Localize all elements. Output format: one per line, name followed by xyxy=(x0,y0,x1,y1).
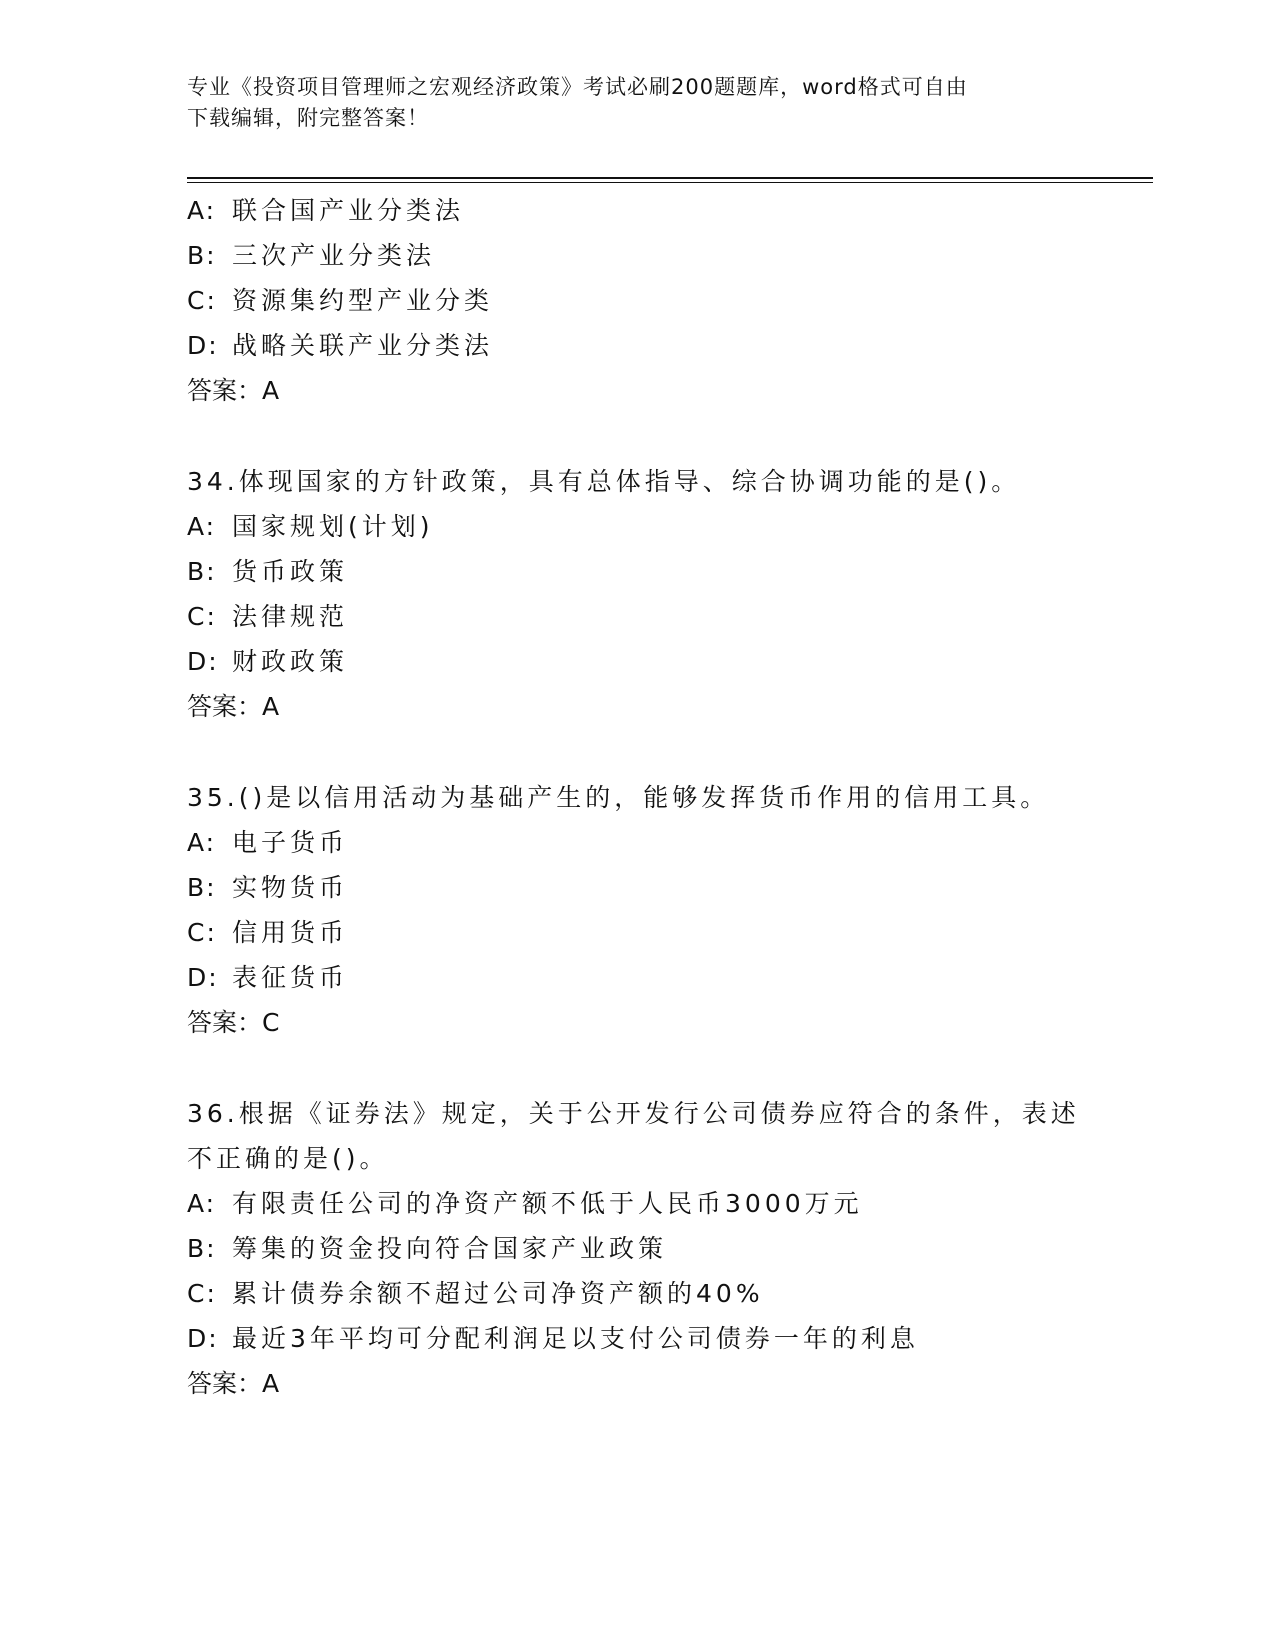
questions-content xyxy=(187,188,1147,1406)
option-label: D: xyxy=(187,1324,219,1353)
question-number: 35. xyxy=(187,783,239,812)
option-b xyxy=(187,1226,1147,1271)
answer-label: 答案： xyxy=(187,376,263,405)
option-text: 资源集约型产业分类 xyxy=(232,286,494,315)
option-d xyxy=(187,955,1147,1000)
header-line-1: 专业《投资项目管理师之宏观经济政策》考试必刷200题题库，word格式可自由 xyxy=(187,75,968,99)
option-text: 实物货币 xyxy=(232,873,349,902)
option-label: C: xyxy=(187,286,217,315)
question-block-34 xyxy=(187,459,1147,729)
answer-value: A xyxy=(262,376,282,405)
question-number: 36. xyxy=(187,1099,239,1128)
option-b xyxy=(187,233,1147,278)
option-b xyxy=(187,549,1147,594)
option-c xyxy=(187,910,1147,955)
document-header xyxy=(187,72,1067,134)
option-label: D: xyxy=(187,963,219,992)
option-a xyxy=(187,820,1147,865)
question-stem-line-1 xyxy=(187,1091,1147,1136)
answer-value: A xyxy=(262,1369,282,1398)
question-text-continued: 不正确的是()。 xyxy=(187,1144,389,1173)
option-text: 有限责任公司的净资产额不低于人民币3000万元 xyxy=(232,1189,863,1218)
option-a xyxy=(187,1181,1147,1226)
option-text: 三次产业分类法 xyxy=(232,241,436,270)
option-text: 联合国产业分类法 xyxy=(232,196,465,225)
question-block-36 xyxy=(187,1091,1147,1406)
option-label: C: xyxy=(187,1279,217,1308)
option-c xyxy=(187,594,1147,639)
option-label: A: xyxy=(187,828,217,857)
answer-label: 答案： xyxy=(187,692,263,721)
option-d xyxy=(187,639,1147,684)
answer-line xyxy=(187,368,1147,413)
option-label: B: xyxy=(187,557,217,586)
question-text: ()是以信用活动为基础产生的，能够发挥货币作用的信用工具。 xyxy=(238,783,1050,812)
option-label: A: xyxy=(187,512,217,541)
question-stem xyxy=(187,459,1147,504)
option-text: 货币政策 xyxy=(232,557,349,586)
option-text: 最近3年平均可分配利润足以支付公司债券一年的利息 xyxy=(232,1324,919,1353)
answer-line xyxy=(187,1000,1147,1045)
option-a xyxy=(187,504,1147,549)
option-text: 法律规范 xyxy=(232,602,349,631)
option-label: A: xyxy=(187,1189,217,1218)
question-number: 34. xyxy=(187,467,239,496)
option-label: B: xyxy=(187,241,217,270)
option-label: D: xyxy=(187,331,219,360)
answer-value: C xyxy=(262,1008,282,1037)
option-label: B: xyxy=(187,1234,217,1263)
option-text: 筹集的资金投向符合国家产业政策 xyxy=(232,1234,668,1263)
option-d xyxy=(187,1316,1147,1361)
option-label: D: xyxy=(187,647,219,676)
answer-label: 答案： xyxy=(187,1369,263,1398)
option-label: A: xyxy=(187,196,217,225)
option-text: 电子货币 xyxy=(232,828,349,857)
question-block-35 xyxy=(187,775,1147,1045)
answer-line xyxy=(187,1361,1147,1406)
option-d xyxy=(187,323,1147,368)
question-gap xyxy=(187,729,1147,775)
option-label: C: xyxy=(187,918,217,947)
question-gap xyxy=(187,413,1147,459)
option-text: 信用货币 xyxy=(232,918,349,947)
answer-line xyxy=(187,684,1147,729)
question-text: 体现国家的方针政策，具有总体指导、综合协调功能的是()。 xyxy=(238,467,1021,496)
header-line-2: 下载编辑，附完整答案！ xyxy=(187,106,429,130)
option-text: 财政政策 xyxy=(232,647,349,676)
option-c xyxy=(187,1271,1147,1316)
option-text: 表征货币 xyxy=(232,963,349,992)
answer-value: A xyxy=(262,692,282,721)
question-gap xyxy=(187,1045,1147,1091)
question-text: 根据《证券法》规定，关于公开发行公司债券应符合的条件，表述 xyxy=(238,1099,1080,1128)
question-stem xyxy=(187,775,1147,820)
header-divider-bottom xyxy=(187,182,1153,183)
option-b xyxy=(187,865,1147,910)
option-a xyxy=(187,188,1147,233)
option-text: 国家规划(计划) xyxy=(232,512,434,541)
option-label: C: xyxy=(187,602,217,631)
question-stem-line-2 xyxy=(187,1136,1147,1181)
option-c xyxy=(187,278,1147,323)
option-text: 战略关联产业分类法 xyxy=(232,331,494,360)
option-label: B: xyxy=(187,873,217,902)
answer-label: 答案： xyxy=(187,1008,263,1037)
option-text: 累计债券余额不超过公司净资产额的40% xyxy=(232,1279,764,1308)
question-block-33-continued xyxy=(187,188,1147,413)
header-divider-top xyxy=(187,177,1153,179)
